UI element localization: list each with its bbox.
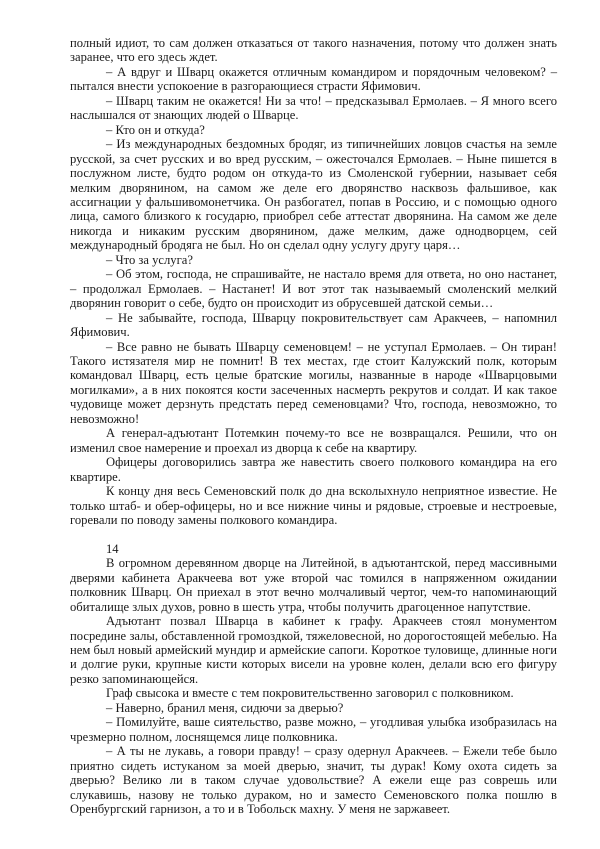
paragraph: – Наверно, бранил меня, сидючи за дверью? <box>106 700 344 715</box>
paragraph: – А ты не лукавь, а говори правду! – сразу одернул Аракчеев. – Ежели тебе было приятно сидеть истуканом за моей дверью, значит, ты дурак! Кому охота сидеть за дверью? Велико ли в таком случае удовольствие? А ежели еще раз соврешь или слукавишь, назову не только дураком, но и заместо Семеновского полка пошлю в Оренбургский гарнизон, а то и в Тобольск махну. У меня не заржавеет. <box>70 744 557 816</box>
paragraph: – Об этом, господа, не спрашивайте, не настало время для ответа, но оно настанет, – продолжал Ермолаев. – Настанет! И вот этот так называемый смоленский мелкий дворянин говорит о себе, будто он происходит из обрусевшей датской семьи… <box>70 267 557 311</box>
paragraph: – А вдруг и Шварц окажется отличным командиром и порядочным человеком? – пытался внести успокоение в разгорающиеся страсти Яфимович. <box>70 64 557 94</box>
document-page <box>70 36 557 816</box>
paragraph: – Из международных бездомных бродяг, из типичнейших ловцов счастья на земле русской, за счет русских и во вред русским, – ожесточался Ермолаев. – Ныне пишется в послужном листе, будто родом он откуда-то из Смоленской губернии, называет себя мелким дворянином, на самом же деле его дворянство насквозь фальшивое, как ассигнации у фальшивомонетчика. Он разбогател, попав в Россию, и с помощью одного лица, самого близкого к государю, приобрел себе аттестат дворянина. На самом же деле никогда и никаким русским дворянином, даже мелким, даже однодворцем, сей международный бродяга не был. Но он сделал одну услугу другу царя… <box>70 137 557 253</box>
paragraph: – Шварц таким не окажется! Ни за что! – предсказывал Ермолаев. – Я много всего наслышался от знающих людей о Шварце. <box>70 93 557 123</box>
paragraph: В огромном деревянном дворце на Литейной, в адъютантской, перед массивными дверями кабинета Аракчеева вот уже второй час томился в напряженном ожидании полковник Шварц. Он приехал в этот вечно молчаливый чертог, чем-то напоминающий обиталище злых духов, ровно в шесть утра, чтобы получить драгоценное напутствие. <box>70 556 557 614</box>
chapter-14 <box>70 542 557 817</box>
paragraph: – Что за услуга? <box>106 252 193 267</box>
paragraph: Офицеры договорились завтра же навестить своего полкового командира на его квартире. <box>70 455 557 484</box>
paragraph: полный идиот, то сам должен отказаться от такого назначения, потому что должен знать заранее, что его здесь ждет. <box>70 36 557 65</box>
paragraph: Граф свысока и вместе с тем покровительственно заговорил с полковником. <box>106 686 514 701</box>
section-before-chapter <box>70 36 557 527</box>
chapter-number: 14 <box>106 541 119 556</box>
paragraph: – Все равно не бывать Шварцу семеновцем! – не уступал Ермолаев. – Он тиран! Такого истязателя мир не помнит! В тех местах, где стоит Калужский полк, которым командовал Шварц, есть целые братские могилы, названные в народе «Шварцовыми могилками», а в них покоятся кости засеченных насмерть рекрутов и солдат. И как такое чудовище может дерзнуть предстать перед семеновцами? Что, господа, невозможно, то невозможно! <box>70 339 557 426</box>
paragraph: – Не забывайте, господа, Шварцу покровительствует сам Аракчеев, – напомнил Яфимович. <box>70 310 557 340</box>
paragraph: А генерал-адъютант Потемкин почему-то все не возвращался. Решили, что он изменил свое намерение и проехал из дворца к себе на квартиру. <box>70 426 557 455</box>
paragraph: К концу дня весь Семеновский полк до дна всколыхнуло неприятное известие. Не только штаб- и обер-офицеры, но и все нижние чины и рядовые, строевые и нестроевые, горевали по поводу замены полкового командира. <box>70 484 557 527</box>
paragraph: – Помилуйте, ваше сиятельство, разве можно, – угодливая улыбка изобразилась на чрезмерно полном, лоснящемся лице полковника. <box>70 715 557 744</box>
section-gap <box>70 527 557 541</box>
paragraph: Адъютант позвал Шварца в кабинет к графу. Аракчеев стоял монументом посредине залы, обставленной громоздкой, тяжеловесной, но дорогостоящей мебелью. На нем был новый армейский мундир и армейские сапоги. Короткое туловище, длинные ноги и долгие руки, крупные кисти которых висели на уровне колен, делали всю его фигуру резко запоминающейся. <box>70 614 557 686</box>
paragraph: – Кто он и откуда? <box>106 122 205 137</box>
